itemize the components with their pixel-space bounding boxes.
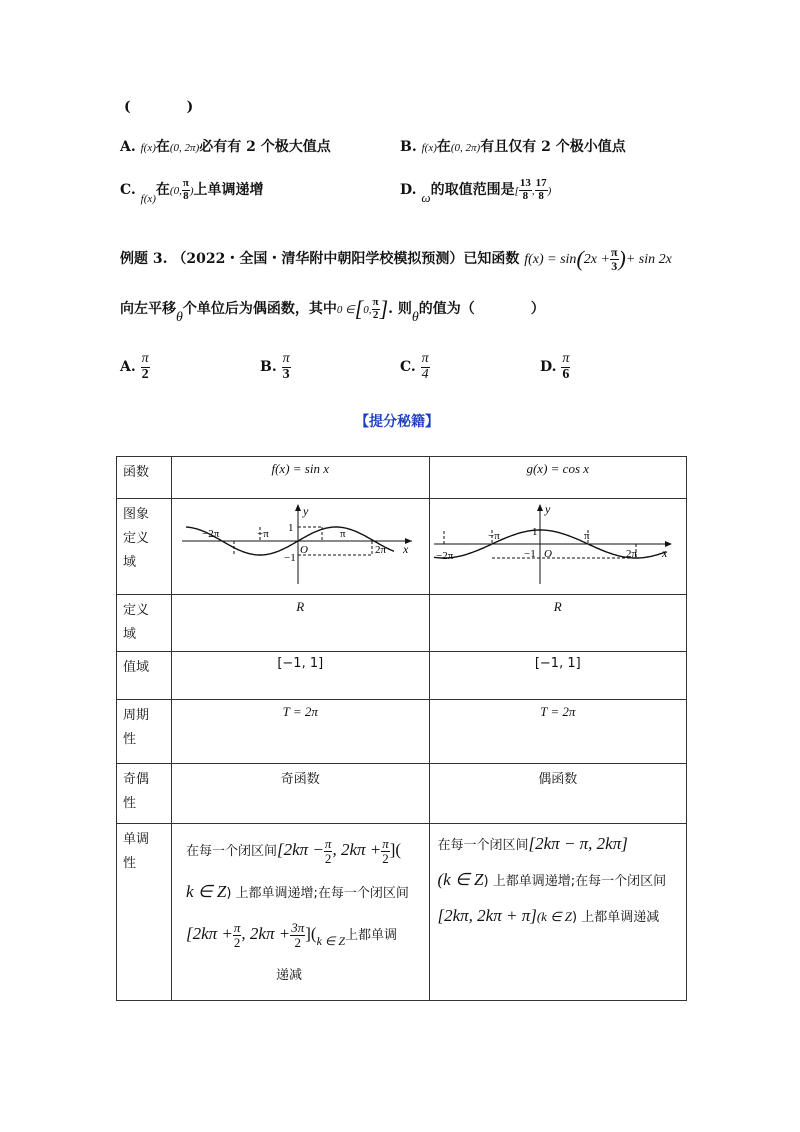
text: 在 [155, 139, 170, 155]
math-func: + sin 2x [625, 252, 672, 268]
row-label [117, 700, 172, 764]
option-a [120, 136, 331, 156]
fraction: $\frac{\pi}{8}$ [182, 177, 189, 202]
choice-letter: C. [400, 359, 416, 376]
cos-period [429, 700, 687, 764]
fraction: $\frac{17}{8}$ [535, 177, 547, 202]
fraction: $\frac{\pi}{2}$ [372, 295, 379, 321]
bracket: ) [547, 185, 552, 198]
math-text: k ∈ Z [186, 882, 227, 901]
tick-label: −2π [202, 528, 220, 540]
row-label [117, 595, 172, 652]
label-line: 单调 [123, 832, 150, 847]
text: ) 上都单调递减 [572, 910, 660, 925]
mono-line [438, 902, 683, 932]
text: 的值为（ ） [418, 301, 545, 317]
math-text: ]( [389, 840, 402, 859]
math-fx: f(x) [140, 193, 156, 206]
math-text: T = 2π [282, 704, 318, 719]
sin-period [172, 700, 430, 764]
label-line: 奇偶 [123, 772, 150, 787]
fraction: $\frac{\pi}{3}$ [282, 351, 290, 382]
mono-line [186, 914, 425, 956]
text: 向左平移 [120, 301, 176, 317]
comma: , [531, 185, 535, 198]
fraction: $\frac{\pi}{2}$ [382, 836, 389, 866]
sin-parity: 奇函数 [172, 764, 430, 824]
option-b [400, 136, 626, 156]
math-paren: ) [189, 185, 194, 198]
table-row [117, 764, 687, 824]
y-arrow [295, 504, 301, 511]
cos-monotonicity [429, 824, 687, 1001]
table-row [117, 595, 687, 652]
mono-text [186, 830, 425, 996]
mono-line [438, 860, 683, 902]
row-label [117, 824, 172, 1001]
tick-label: 2π [625, 548, 637, 560]
fraction: $\frac{\pi}{4}$ [421, 351, 429, 382]
row-label: 函数 [117, 457, 172, 499]
bracket: [ [514, 185, 519, 198]
option-text: 上单调递增 [193, 182, 264, 199]
cos-graph-cell [429, 499, 687, 595]
text: 在 [436, 139, 451, 155]
math-text: f(x) = sin x [271, 461, 329, 476]
math-theta: θ [411, 310, 419, 325]
tick-label: π [583, 530, 590, 542]
option-c [120, 177, 264, 206]
table-row [117, 700, 687, 764]
tick-label: 2π [375, 544, 387, 556]
origin-label: O [300, 544, 308, 556]
math-cond: 0 ∈ [336, 304, 355, 316]
table-row [117, 499, 687, 595]
label-line: 性 [123, 856, 137, 871]
axis-label: x [403, 542, 409, 556]
math-text: T = 2π [540, 704, 576, 719]
fraction: $\frac{3\pi}{2}$ [291, 920, 305, 950]
sin-monotonicity [172, 824, 430, 1001]
cos-function [429, 457, 687, 499]
example-source: （2022・全国・清华附中朝阳学校模拟预测）已知函数 [172, 251, 520, 268]
tick-label: −π [487, 530, 500, 542]
math-func: f(x) = sin [524, 252, 577, 268]
mono-line [186, 830, 425, 872]
text: 在 [155, 182, 170, 199]
math-func: 2x + [583, 252, 610, 268]
sin-graph-cell [172, 499, 430, 595]
math-interval: (0, 2π) [450, 142, 481, 154]
math-theta: θ [176, 310, 183, 325]
text: 个单位后为偶函数，其中 [182, 301, 337, 317]
label-line: 定义 [123, 531, 150, 546]
y-arrow [537, 504, 543, 511]
mono-line [438, 830, 683, 860]
tick-label: −π [257, 528, 269, 540]
choice-c [400, 352, 430, 382]
cosine-graph [430, 499, 680, 589]
math-text: [2kπ + [186, 924, 233, 943]
example3-line1: 例题 3. （2022・全国・清华附中朝阳学校模拟预测）已知函数 f(x) = sin(2x + $\frac{\pi}{3}$ )+ sin 2x [120, 245, 672, 273]
option-text: 的取值范围是 [430, 182, 515, 199]
math-fx: f(x) [140, 142, 156, 154]
cos-range [429, 652, 687, 700]
label-line: 定义 [123, 603, 150, 618]
label-line: 性 [123, 796, 137, 811]
math-paren: (0, [169, 185, 182, 198]
fraction: $\frac{\pi}{6}$ [562, 351, 570, 382]
sin-domain [172, 595, 430, 652]
row-label [117, 499, 172, 595]
math-text: [2kπ, 2kπ + π] [437, 906, 537, 925]
math-text: [2kπ − π, 2kπ] [528, 834, 628, 853]
math-cond: 0, [363, 304, 372, 316]
tick-label: π [340, 528, 346, 540]
text: 在每一个闭区间 [186, 844, 278, 859]
option-letter: B. [400, 139, 417, 155]
mono-line: 递减 [276, 968, 303, 983]
mono-text [438, 830, 683, 932]
option-text: 有且仅有 2 个极小值点 [480, 139, 626, 155]
axis-label: y [303, 504, 309, 518]
choice-letter: A. [120, 359, 136, 376]
label-line: 域 [123, 555, 137, 570]
sine-graph [172, 499, 422, 589]
math-text: [2kπ − [277, 840, 324, 859]
cos-parity: 偶函数 [429, 764, 687, 824]
option-letter: C. [120, 182, 136, 199]
fraction: $\frac{13}{8}$ [519, 177, 531, 202]
example3-line2: 向左平移θ个单位后为偶函数，其中0 ∈[0, $\frac{\pi}{2}$ ]. 则θ的值为（ ） [120, 295, 545, 325]
axis-label: y [544, 502, 550, 516]
table-row [117, 652, 687, 700]
math-text: R [553, 599, 562, 614]
option-letter: A. [120, 139, 136, 155]
choice-a [120, 352, 150, 382]
fraction: $\frac{\pi}{2}$ [324, 836, 332, 866]
choice-b [260, 352, 291, 382]
fraction: $\frac{\pi}{2}$ [233, 920, 241, 950]
math-text: (k ∈ Z [536, 909, 572, 924]
answer-paren: ( ) [124, 99, 194, 115]
table-row [117, 824, 687, 1001]
tick-label: 1 [288, 522, 294, 534]
tick-label: −1 [523, 548, 536, 560]
math-text: , 2kπ + [241, 924, 291, 943]
tick-label: −1 [284, 552, 296, 564]
option-text: 必有有 2 个极大值点 [199, 139, 331, 155]
text: 在每一个闭区间 [437, 838, 529, 853]
table-row [117, 457, 687, 499]
axis-label: x [661, 546, 667, 560]
origin-label: O [543, 548, 552, 560]
tips-heading: 【提分秘籍】 [355, 414, 439, 430]
math-interval: (0, 2π) [169, 142, 200, 154]
sin-range [172, 652, 430, 700]
option-d [400, 177, 552, 206]
math-fx: f(x) [421, 142, 437, 154]
math-text: ]( [305, 924, 317, 943]
math-text: R [296, 599, 305, 614]
cos-domain [429, 595, 687, 652]
fraction: $\frac{\pi}{3}$ [610, 245, 618, 273]
choice-letter: B. [260, 359, 277, 376]
option-letter: D. [400, 182, 417, 199]
fraction: $\frac{\pi}{2}$ [141, 351, 149, 382]
math-omega: ω [421, 190, 431, 206]
text: ) 上都单调递增;在每一个闭区间 [483, 874, 667, 889]
label-line: 图象 [123, 507, 150, 522]
choice-d [540, 352, 570, 382]
text: ) 上都单调递增;在每一个闭区间 [226, 886, 409, 901]
tick-label: 1 [531, 526, 537, 538]
tick-label: −2π [435, 550, 453, 562]
example-label: 例题 3. [120, 251, 168, 268]
label-line: 域 [123, 627, 137, 642]
math-text: , 2kπ + [332, 840, 382, 859]
text: 上都单调 [345, 928, 398, 943]
sin-function [172, 457, 430, 499]
math-text: (k ∈ Z [437, 870, 484, 889]
label-line: 周期 [123, 708, 150, 723]
mono-line [186, 872, 425, 914]
row-label: 值域 [117, 652, 172, 700]
choice-letter: D. [540, 359, 557, 376]
math-text: g(x) = cos x [526, 461, 590, 476]
math-text: [−1, 1] [534, 656, 581, 671]
math-text: k ∈ Z [316, 934, 346, 948]
label-line: 性 [123, 732, 137, 747]
trig-properties-table [116, 456, 687, 1001]
text: . 则 [388, 301, 412, 317]
math-text: [−1, 1] [277, 656, 324, 671]
row-label [117, 764, 172, 824]
